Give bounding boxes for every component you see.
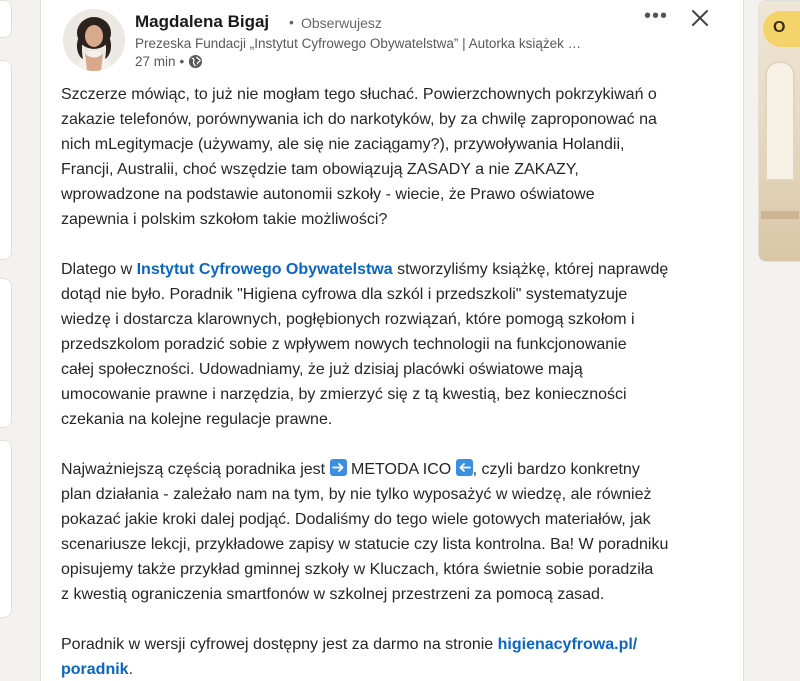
paragraph-3-line: scenariusze lekcji, przykładowe zapisy w statucie czy lista kontrolna. Ba! W poradniku <box>61 536 669 553</box>
author-headline: Prezeska Fundacji „Instytut Cyfrowego Obywatelstwa” | Autorka książek … <box>135 36 582 51</box>
author-follow-separator: • <box>289 14 294 30</box>
follow-status: Obserwujesz <box>301 15 382 31</box>
paragraph-1-line: Francji, Australii, choć wszędzie tam obowiązują ZASADY a nie ZAKAZY, <box>61 161 579 178</box>
paragraph-2-lead: Dlatego w <box>61 261 137 278</box>
paragraph-3-line: opisujemy także przykład gminnej szkoły w Kluczach, która świetnie sobie poradziła <box>61 561 654 578</box>
left-card-3 <box>0 278 12 428</box>
paragraph-4-end: . <box>128 661 134 678</box>
paragraph-2-line: dotąd nie było. Poradnik "Higiena cyfrowa dla szkól i przedszkoli" systematyzuje <box>61 286 628 303</box>
arrow-left-emoji-icon <box>456 459 473 476</box>
sidebar-ad-badge: O <box>763 11 800 47</box>
website-link-part-1[interactable]: higienacyfrowa.pl/ <box>497 636 638 653</box>
left-card-2 <box>0 60 12 260</box>
method-name: METODA ICO <box>346 461 452 478</box>
post-meta <box>135 54 203 69</box>
post-body <box>61 82 727 681</box>
paragraph-3-after-method: , czyli bardzo konkretny <box>472 461 640 478</box>
paragraph-2-line: całej społeczności. Udowadniamy, że już dzisiaj placówki oświatowe mają <box>61 361 583 378</box>
paragraph-1-line: Szczerze mówiąc, to już nie mogłam tego słuchać. Powierzchownych pokrzykiwań o <box>61 86 657 103</box>
globe-icon <box>188 54 203 69</box>
paragraph-1-line: zapewnia i polskim szkołom takie możliwości? <box>61 211 388 228</box>
paragraph-2-line: umocowanie prawne i narzędzia, by zmierzyć się z tą kwestią, bez konieczności <box>61 386 627 403</box>
paragraph-2-after-link: stworzyliśmy książkę, której naprawdę <box>392 261 669 278</box>
paragraph-3-lead: Najważniejszą częścią poradnika jest <box>61 461 330 478</box>
website-link-part-2[interactable]: poradnik <box>61 661 129 678</box>
paragraph-2-line: przedszkolom poradzić sobie z wpływem nowych technologii na funkcjonowanie <box>61 336 627 353</box>
paragraph-1-line: zakazie telefonów, porównywania ich do narkotyków, by za chwilę zaproponować na <box>61 111 657 128</box>
paragraph-2-first-line <box>61 257 727 282</box>
arrow-right-emoji-icon <box>330 459 347 476</box>
ad-window-shape <box>765 61 795 181</box>
left-card-4 <box>0 440 12 618</box>
author-name[interactable]: Magdalena Bigaj <box>135 12 270 31</box>
paragraph-3-line: pokazać jakie kroki dalej podjąć. Dodaliśmy do tego wiele gotowych materiałów, jak <box>61 511 651 528</box>
close-icon <box>687 5 713 31</box>
paragraph-4-line <box>61 657 727 681</box>
paragraph-2-line: czekania na kolejne regulacje prawne. <box>61 411 333 428</box>
paragraph-1-line: nich mLegitymacje (używamy, ale się nie zaciągamy?), przywoływania Holandii, <box>61 136 625 153</box>
feed-post <box>40 0 744 681</box>
paragraph-3-first-line <box>61 457 727 482</box>
paragraph-2-line: wiedzę i dostarcza klarownych, pogłębionych rozwiązań, które pomogą szkołom i <box>61 311 635 328</box>
sidebar-ad-card[interactable] <box>758 0 800 262</box>
paragraph-3-line: plan działania - zależało nam na tym, by nie tylko wyposażyć w wiedzę, ale również <box>61 486 652 503</box>
left-column-edge <box>0 0 12 681</box>
close-button[interactable] <box>687 5 713 31</box>
more-options-button[interactable]: ••• <box>643 5 668 27</box>
ad-shelf-shape <box>761 211 799 219</box>
avatar-portrait-icon <box>63 9 125 71</box>
paragraph-4-first-line <box>61 632 727 657</box>
paragraph-1-line: wprowadzone na podstawie autonomii szkoły - wiecie, że Prawo oświatowe <box>61 186 595 203</box>
post-time: 27 min <box>135 54 176 69</box>
avatar[interactable] <box>63 9 125 71</box>
left-card-1 <box>0 0 12 38</box>
post-time-separator: • <box>179 54 185 69</box>
organization-mention-link[interactable]: Instytut Cyfrowego Obywatelstwa <box>136 261 393 278</box>
paragraph-4-lead: Poradnik w wersji cyfrowej dostępny jest za darmo na stronie <box>61 636 498 653</box>
paragraph-3-line: z kwestią ograniczenia smartfonów w szkolnej przestrzeni za pomocą zasad. <box>61 586 605 603</box>
